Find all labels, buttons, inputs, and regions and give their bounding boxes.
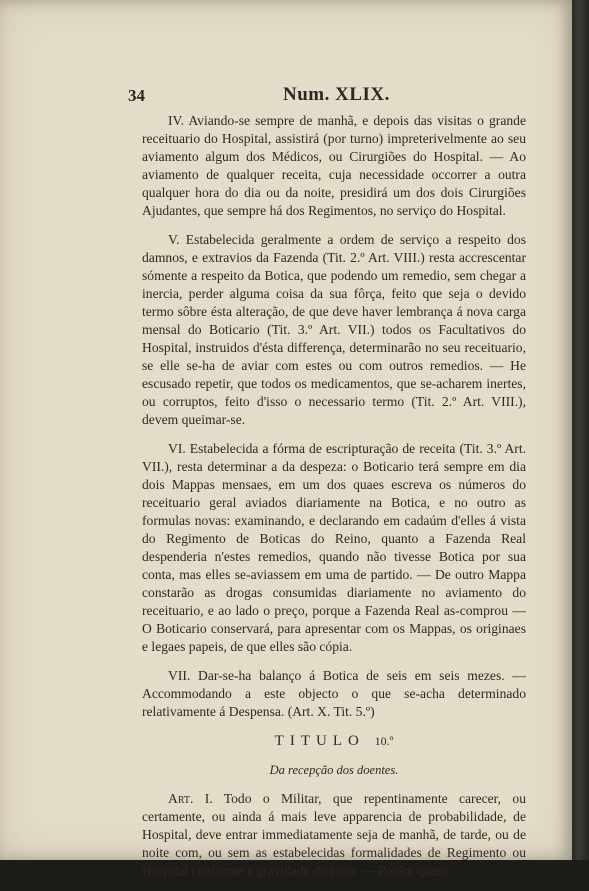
- section-number: 10.º: [374, 734, 394, 748]
- paragraph-lead: VII.: [168, 668, 191, 683]
- article-lead: Art. I.: [168, 791, 213, 806]
- paragraph-lead: V.: [168, 232, 180, 247]
- article-text: Todo o Militar, que repentinamente carecer, ou certamente, ou ainda á mais leve apparencia de probabilidade, de Hospital, deve entrar immediatamente seja de manhã, de tarde, ou de noite com, ou sem as estabelecidas formalidades de Regimento ou Hospital conforme a gravidade do caso. — Porém quan-: [142, 791, 526, 878]
- paragraph-vi: [142, 440, 526, 656]
- document-number-title: Num. XLIX.: [283, 84, 390, 105]
- page-header: [0, 84, 572, 110]
- paragraph-lead: VI.: [168, 441, 186, 456]
- paragraph-vii: [142, 667, 526, 721]
- paragraph-text: Estabelecida a fórma de escripturação de receita (Tit. 3.º Art. VII.), resta determinar a da despeza: o Boticario terá sempre em dia dois Mappas mensaes, em um dos quaes escreva os números do receituario geral aviados diariamente na Botica, e no outro as formulas novas: examinando, e declarando em cadaúm d'elles á vista do Regimento de Boticas do Reino, quanto a Fazenda Real despenderia n'estes remedios, quando não tivesse Botica por sua conta, mas elles se-aviassem em uma de partido. — De outro Mappa constarão as drogas consumidas diariamente no aviamento do receituario, e ao lado o preço, porque a Fazenda Real as-comprou — O Boticario conservará, para apresentar com os Mappas, os originaes e legaes papeis, de que elles são cópia.: [142, 441, 526, 654]
- paragraph-text: Aviando-se sempre de manhã, e depois das visitas o grande receituario do Hospital, assistirá (por turno) impreterivelmente ao seu aviamento algum dos Médicos, ou Cirurgiões do Hospital. — Ao aviamento de qualquer receita, cuja necessidade occorrer a outra qualquer hora do dia ou da noite, presidirá um dos dois Cirurgiões Ajudantes, que sempre há dos Regimentos, no serviço do Hospital.: [142, 113, 526, 218]
- paragraph-v: [142, 231, 526, 429]
- section-heading: [142, 732, 526, 750]
- article-i: [142, 790, 526, 880]
- paragraph-text: Dar-se-ha balanço á Botica de seis em seis mezes. — Accommodando a este objecto o que se-acha determinado relativamente á Despensa. (Art. X. Tit. 5.º): [142, 668, 526, 719]
- paragraph-text: Estabelecida geralmente a ordem de serviço a respeito dos damnos, e extravios da Fazenda (Tit. 2.º Art. VIII.) resta accrescentar sómente a respeito da Botica, que podendo um remedio, sem chegar a inercia, perder alguma coisa da sua fôrça, feito que seja o devido termo sôbre ésta alteração, de que deve haver lembrança á nova carga mensal do Boticario (Tit. 3.º Art. VII.) todos os Facultativos do Hospital, instruidos d'ésta differença, determinarão no seu receituario, se elle se-ha de aviar com estes ou com outros remedios. — He escusado repetir, que todos os medicamentos, que se-acharem inertes, ou corruptos, feito d'isso o necessario termo (Tit. 2.º Art. VIII.), devem queimar-se.: [142, 232, 526, 427]
- scan-edge: [572, 0, 589, 860]
- section-subtitle: Da recepção dos doentes.: [269, 763, 399, 777]
- page-number: 34: [128, 86, 145, 105]
- body-text: [142, 112, 526, 891]
- paragraph-iv: [142, 112, 526, 220]
- paragraph-lead: IV.: [168, 113, 184, 128]
- section-heading-word: TITULO: [274, 733, 365, 749]
